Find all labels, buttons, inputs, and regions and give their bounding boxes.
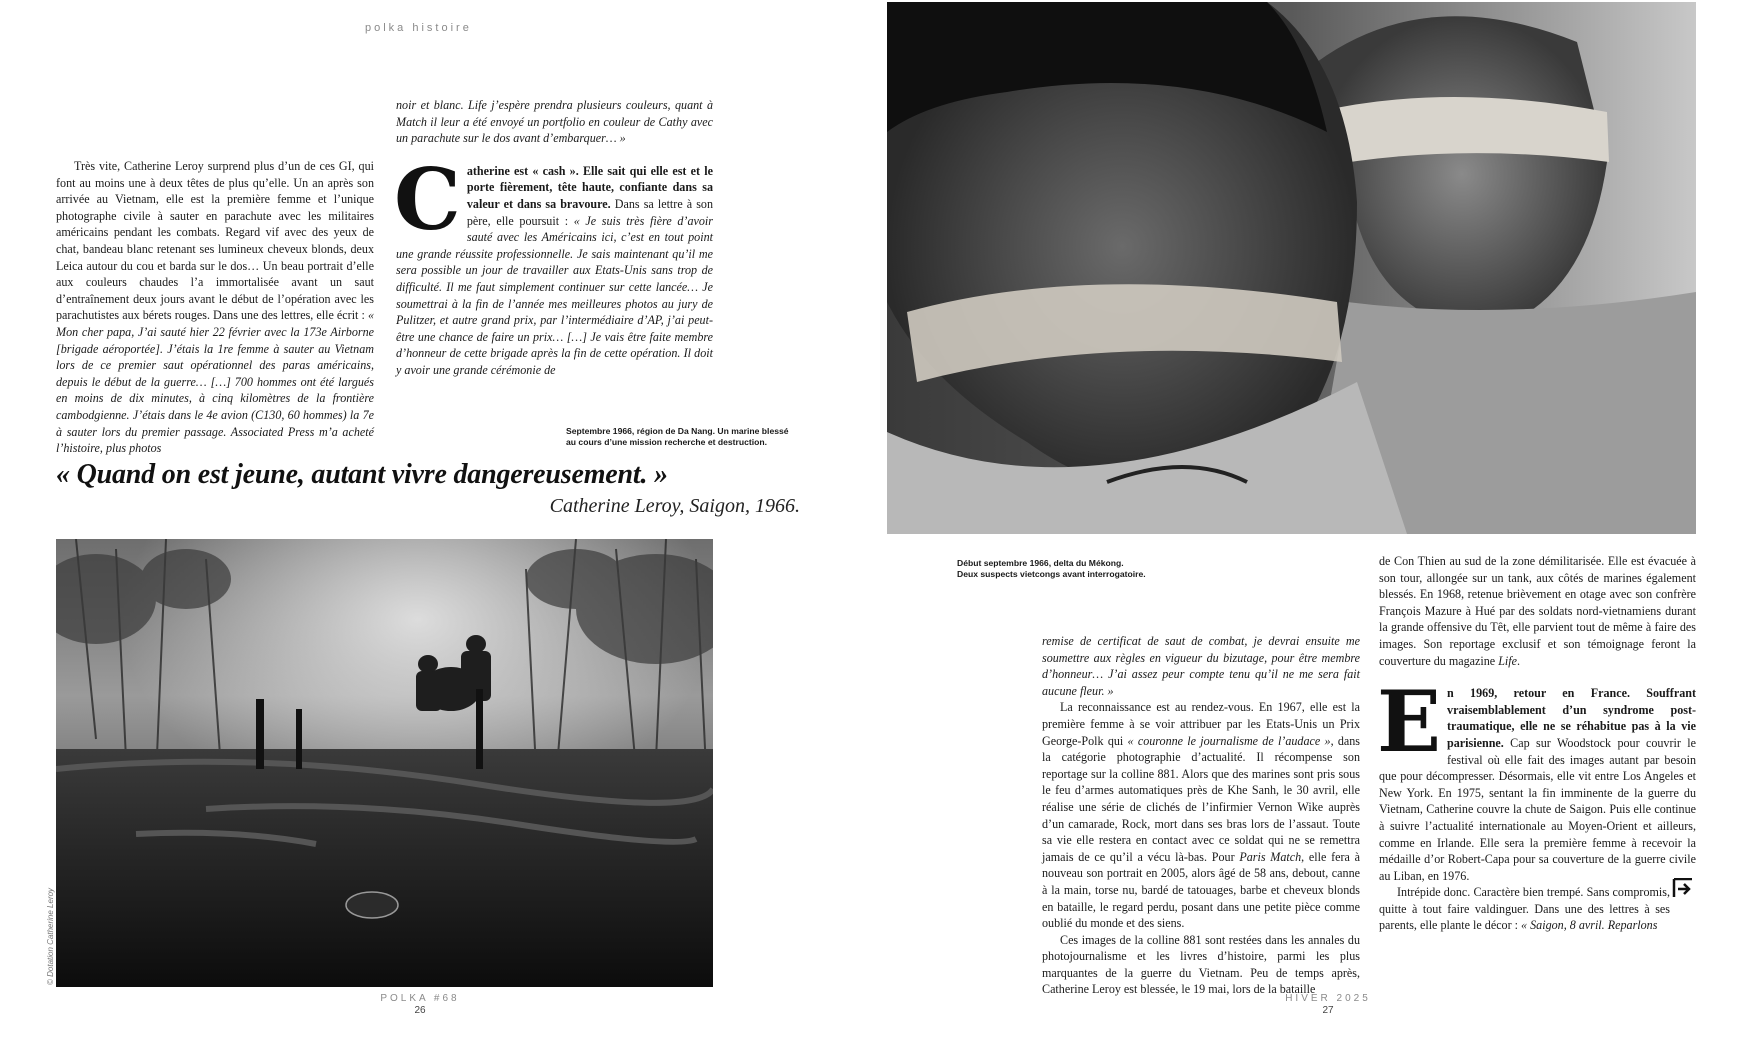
folio-magazine: POLKA #68 (380, 993, 460, 1004)
col4-life: Life (1498, 653, 1518, 668)
left-column-2 (396, 97, 713, 379)
pull-quote-source: Catherine Leroy, Saigon, 1966. (549, 495, 800, 517)
continue-arrow-icon (1672, 878, 1694, 903)
folio-magazine: HIVER 2025 (1285, 993, 1371, 1004)
col3-paragraph-start: La reconnaissance est au rendez-vous. En 1967, elle est la première femme à se voir attribuer par les Etats-Unis un Prix George-Polk qui (1042, 700, 1360, 748)
col4-top-text: de Con Thien au sud de la zone démilitarisée. Elle est évacuée à son tour, allongée sur un tank, aux côtés de marines également blessés. En 1968, retenue brièvement en otage avec son confrère François Mazure à Hué par des soldats nord-vietnamiens durant la grande offensive du Têt, elle parvient tout de même à faire des images. Son reportage exclusif et son témoignage feront la couverture du magazine (1379, 554, 1696, 668)
col3-paris-match: Paris Match (1239, 849, 1302, 864)
col3-top-quote: remise de certificat de saut de combat, je devrai ensuite me soumettre aux règles en vigueur du bizutage, pour être membre d’honneur… J’ai assez peur compte tenu qu’il ne me sera fait aucune fleur. » (1042, 634, 1360, 698)
folio-page-number: 27 (1322, 1005, 1334, 1016)
col2-lead-bold: atherine est « cash ». Elle sait qui elle est et le porte fièrement, tête haute, confiante dans sa valeur et dans sa bravoure. (466, 163, 713, 211)
folio-right (1268, 993, 1388, 1016)
caption-line: au cours d’une mission recherche et destruction. (566, 437, 768, 447)
suspects-portrait-image (887, 2, 1696, 534)
col2-lead-text: Dans sa lettre à son père, elle poursuit : (466, 196, 713, 228)
right-column-2: de Con Thien au sud de la zone démilitarisée. Elle est évacuée à son tour, allongée sur un tank, aux côtés de marines également blessés. En 1968, retenue brièvement en otage avec son confrère François Mazure à Hué par des soldats nord-vietnamiens durant la grande offensive du Têt, elle parvient tout de même à faire des images. Son reportage exclusif et son témoignage feront la couverture du magazine Life. En 1969, retour en France. Souffrant vraisemblablement d’un syndrome post-traumatique, elle ne se réhabitue pas à la vie parisienne. Cap sur Woodstock pour couvrir le festival où elle fait des images autant par besoin que pour décompresser. Désormais, elle vit entre Los Angeles et New York. En 1975, sentant la fin imminente de la guerre du Vietnam, Catherine couvre la chute de Saigon. Puis elle continue à suivre l’actualité internationale au Moyen-Orient et ailleurs, comme en Irlande. Elle sera la première femme à recevoir la médaille d’or Robert-Capa pour sa couverture de la guerre civile au Liban, en 1976. Intrépide donc. Caractère bien trempé. Sans compromis, quitte à tout faire valdinguer. Dans une des lettres à ses parents, elle plante le décor : « Saigon, 8 avril. Reparlons (1377, 554, 1696, 933)
left-column-1 (56, 158, 374, 457)
pull-quote: « Quand on est jeune, autant vivre dangereusement. » (56, 459, 668, 490)
drop-cap-e: E (1377, 672, 1442, 772)
col4-lead-text: Cap sur Woodstock pour couvrir le festival où elle fait des images autant par besoin que pour décompresser. Désormais, elle vit entre Los Angeles et New York. En 1975, sentant la fin imminente de la guerre du Vietnam, Catherine couvre la chute de Saigon. Puis elle continue à suivre l’actualité internationale au Moyen-Orient et ailleurs, comme en Irlande. Elle sera la première femme à recevoir la médaille d’or Robert-Capa pour sa couverture de la guerre civile au Liban, en 1976. (1379, 735, 1696, 883)
col4-last-paragraph: Intrépide donc. Caractère bien trempé. Sans compromis, quitte à tout faire valdinguer. Dans une des lettres à ses parents, elle plante le décor : (1379, 885, 1670, 933)
folio-left (360, 993, 480, 1016)
caption-mekong (957, 558, 1217, 580)
forest-scene-image (56, 539, 713, 987)
col2-top-quote: noir et blanc. Life j’espère prendra plusieurs couleurs, quant à Match il leur a été envoyé un portfolio en couleur de Cathy avec un parachute sur le dos avant d’embarquer… » (396, 98, 713, 146)
col3-paragraph-end: , elle fera à nouveau son portrait en 2005, alors âgé de 58 ans, debout, canne à la main, torse nu, bardé de tatouages, barbe et cheveux blonds en bataille, le regard perdu, posant dans une petite pièce comme oublié du monde et des siens. (1042, 849, 1360, 931)
right-column-1 (1042, 633, 1360, 998)
drop-cap-c: C (394, 149, 461, 249)
col1-paragraph: Très vite, Catherine Leroy surprend plus d’un de ces GI, qui font au moins une à deux têtes de plus qu’elle. Un an après son arrivée au Vietnam, elle est la première femme et l’unique photographe civile à sauter en parachute avec les militaires américains pendant les combats. Regard vif avec des yeux de chat, bandeau blanc retenant ses lumineux cheveux blonds, deux Leica autour du cou et barda sur le dos… Un beau portrait d’elle aux couleurs chaudes l’a immortalisée avant un saut d’entraînement deux jours avant le début de l’opération avec les parachutistes aux bérets rouges. Dans une des lettres, elle écrit : (56, 159, 374, 323)
caption-line: Deux suspects vietcongs avant interrogatoire. (957, 569, 1146, 579)
photo-marines-forest (56, 539, 713, 987)
col3-paragraph-881: Ces images de la colline 881 sont restées dans les annales du photojournalisme et les livres d’histoire, parmi les plus marquantes de la guerre du Vietnam. Peu de temps après, Catherine Leroy est blessée, le 19 mai, lors de la bataille (1042, 932, 1360, 997)
col4-last-quote: « Saigon, 8 avril. Reparlons (1521, 918, 1658, 933)
photo-credit: © Dotation Catherine Leroy (46, 887, 55, 985)
caption-line: Début septembre 1966, delta du Mékong. (957, 558, 1124, 568)
caption-da-nang (566, 426, 806, 448)
col2-lead-quote: « Je suis très fière d’avoir sauté avec les Américains ici, c’est en tout point une grande réussite professionnelle. Je sais maintenant qu’il me sera possible un jour de travailler aux Etats-Unis sans trop de difficulté. Il me faut simplement continuer sur cette lancée… Je soumettrai à la fin de l’année mes meilleures photos au jury de Pulitzer, et autre grand prix, par l’intermédiaire d’AP, j’ai peut-être une chance de faire un prix… […] Je vais être faite membre d’honneur de cette brigade après la fin de cette opération. Il doit y avoir une grande cérémonie de (396, 213, 713, 377)
col3-paragraph-middle: , dans la catégorie photographie d’actualité. Il récompense son reportage sur la colline 881. Alors que des marines sont pris sous le feu d’armes automatiques près de Khe Sanh, le 30 avril, elle réalise une série de clichés de l’infirmier Vernon Wike auprès d’un camarade, Rock, mort dans ses bras lors de l’assaut. Toute sa vie elle restera en contact avec ce soldat qui ne se remettra jamais de ce qu’il a vécu là-bas. Pour (1042, 733, 1360, 864)
col4-lead-bold: n 1969, retour en France. Souffrant vraisemblablement d’un syndrome post-traumatique, elle ne se réhabitue pas à la vie parisienne. (1447, 686, 1696, 750)
col3-polk-quote: « couronne le journalisme de l’audace » (1127, 733, 1331, 748)
running-head: polka histoire (365, 22, 472, 34)
col1-letter-quote: « Mon cher papa, J’ai sauté hier 22 février avec la 173e Airborne [brigade aéroportée]. J’étais la 1re femme à sauter au Vietnam lors de ce premier saut opérationnel des paras américains, depuis le début de la guerre… […] 700 hommes ont été largués en moins de dix minutes, à cinq kilomètres de la frontière cambodgienne. J’étais dans le 4e avion (C130, 60 hommes) la 7e à sauter lors du premier passage. Associated Press m’a acheté l’histoire, plus photos (56, 308, 374, 456)
caption-line: Septembre 1966, région de Da Nang. Un marine blessé (566, 426, 789, 436)
photo-vietcong-suspects (887, 2, 1696, 534)
folio-page-number: 26 (414, 1005, 426, 1016)
